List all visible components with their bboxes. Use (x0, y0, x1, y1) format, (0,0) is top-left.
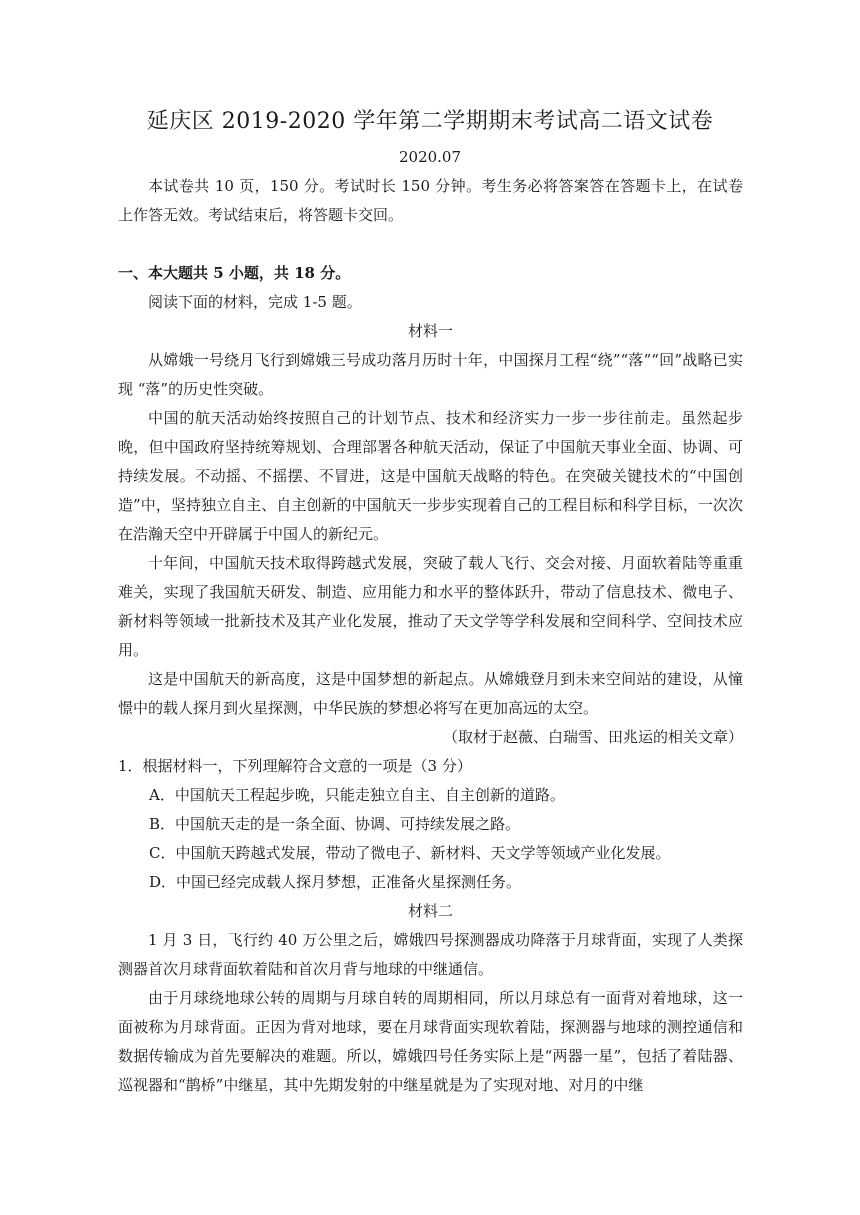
exam-date: 2020.07 (398, 148, 462, 166)
material-two-paragraph: 1 月 3 日，飞行约 40 万公里之后，嫦娥四号探测器成功降落于月球背面，实现了人类探测器首次月球背面软着陆和首次月背与地球的中继通信。 (118, 931, 743, 978)
exam-title: 延庆区 2019-2020 学年第二学期期末考试高二语文试卷 (146, 109, 714, 134)
section-intro: 阅读下面的材料，完成 1-5 题。 (148, 293, 362, 311)
material-two-paragraph: 由于月球绕地球公转的周期与月球自转的周期相同，所以月球总有一面背对着地球，这一面被称为月球背面。正因为背对地球，要在月球背面实现软着陆，探测器与地球的测控通信和数据传输成为首先要解决的难题。所以，嫦娥四号任务实际上是“两器一星”，包括了着陆器、巡视器和“鹊桥”中继星，其中先期发射的中继星就是为了实现对地、对月的中继 (118, 989, 743, 1094)
question-one-option-c: C．中国航天跨越式发展，带动了微电子、新材料、天文学等领域产业化发展。 (149, 844, 671, 862)
material-one-paragraph: 这是中国航天的新高度，这是中国梦想的新起点。从嫦娥登月到未来空间站的建设，从憧憬中的载人探月到火星探测，中华民族的梦想必将写在更加高远的太空。 (118, 670, 743, 717)
material-one-source: （取材于赵薇、白瑞雪、田兆运的相关文章） (442, 728, 743, 746)
material-one-paragraph: 中国的航天活动始终按照自己的计划节点、技术和经济实力一步一步往前走。虽然起步晚，但中国政府坚持统筹规划、合理部署各种航天活动，保证了中国航天事业全面、协调、可持续发展。不动摇、不摇摆、不冒进，这是中国航天战略的特色。在突破关键技术的“中国创造”中，坚持独立自主、自主创新的中国航天一步步实现着自己的工程目标和科学目标，一次次在浩瀚天空中开辟属于中国人的新纪元。 (118, 409, 743, 543)
exam-content (118, 172, 743, 1100)
question-one-option-b: B．中国航天走的是一条全面、协调、可持续发展之路。 (149, 815, 521, 833)
question-one-stem: 1．根据材料一，下列理解符合文意的一项是（3 分） (118, 757, 472, 775)
exam-instructions: 本试卷共 10 页，150 分。考试时长 150 分钟。考生务必将答案答在答题卡上，在试卷上作答无效。考试结束后，将答题卡交回。 (118, 177, 743, 224)
material-one-paragraph: 十年间，中国航天技术取得跨越式发展，突破了载人飞行、交会对接、月面软着陆等重重难关，实现了我国航天研发、制造、应用能力和水平的整体跃升，带动了信息技术、微电子、新材料等领域一批新技术及其产业化发展，推动了天文学等学科发展和空间科学、空间技术应用。 (118, 554, 743, 659)
material-one-title: 材料一 (407, 322, 453, 340)
question-one-option-a: A．中国航天工程起步晚，只能走独立自主、自主创新的道路。 (149, 786, 565, 804)
material-two-title: 材料二 (407, 902, 453, 920)
question-one-option-d: D．中国已经完成载人探月梦想，正准备火星探测任务。 (149, 873, 522, 891)
section-heading: 一、本大题共 5 小题，共 18 分。 (118, 264, 351, 282)
material-one-paragraph: 从嫦娥一号绕月飞行到嫦娥三号成功落月历时十年，中国探月工程“绕”“落”“回”战略已实现 “落”的历史性突破。 (118, 351, 743, 398)
